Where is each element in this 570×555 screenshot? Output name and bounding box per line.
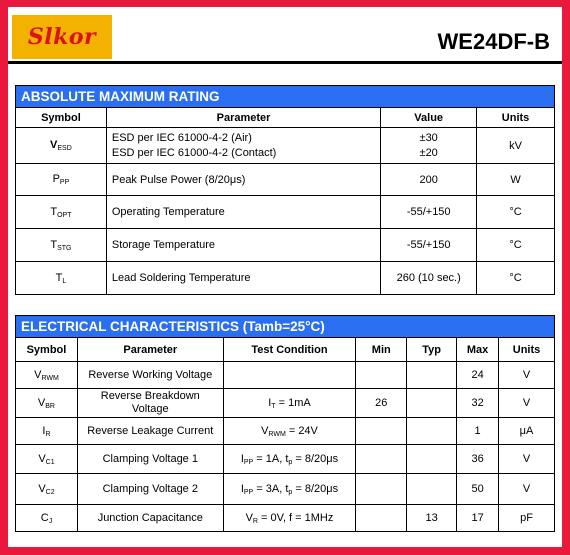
symbol-main: P [52, 173, 60, 185]
parameter-cell: Operating Temperature [106, 196, 380, 229]
parameter-cell: Junction Capacitance [77, 505, 223, 532]
column-header: Units [499, 338, 555, 362]
column-header: Value [381, 108, 477, 128]
units-cell: μA [499, 418, 555, 445]
max-cell: 50 [457, 474, 499, 505]
typ-cell [407, 418, 457, 445]
units-cell: °C [477, 196, 555, 229]
symbol-subscript: J [48, 517, 53, 525]
parameter-cell: Lead Soldering Temperature [106, 262, 380, 295]
units-cell: W [477, 164, 555, 196]
min-cell: 26 [356, 389, 407, 418]
symbol-subscript: RWM [41, 374, 59, 382]
value-cell: 260 (10 sec.) [381, 262, 477, 295]
units-cell: °C [477, 229, 555, 262]
abs-max-header-row [16, 108, 555, 128]
column-header: Symbol [16, 108, 107, 128]
symbol-main: T [55, 271, 63, 284]
symbol-main: C [40, 511, 49, 524]
typ-cell [407, 362, 457, 389]
max-cell: 36 [457, 445, 499, 474]
value-line: ±20 [419, 146, 438, 159]
parameter-cell: Storage Temperature [106, 229, 380, 262]
table-row [16, 229, 555, 262]
table-row [16, 362, 555, 389]
parameter-cell: Clamping Voltage 1 [77, 445, 223, 474]
logo-text: Slkor [27, 24, 97, 50]
datasheet-page [8, 7, 562, 547]
symbol-cell [16, 389, 78, 418]
parameter-cell: Reverse Breakdown Voltage [77, 389, 223, 418]
parameter-line: ESD per IEC 61000-4-2 (Air) [111, 131, 252, 144]
elec-header-row [16, 338, 555, 362]
symbol-cell [16, 196, 107, 229]
table-row [16, 474, 555, 505]
symbol-cell [16, 229, 107, 262]
part-number: WE24DF-B [437, 29, 550, 54]
column-header: Max [457, 338, 499, 362]
condition-subscript: R [252, 517, 258, 525]
table-row [16, 445, 555, 474]
abs-max-title: ABSOLUTE MAXIMUM RATING [15, 85, 555, 107]
max-cell: 24 [457, 362, 499, 389]
units-cell: °C [477, 262, 555, 295]
test-condition-cell: $V_{RWM} = 24V$ [223, 418, 356, 445]
elec-body [16, 362, 555, 532]
symbol-cell [16, 445, 78, 474]
symbol-subscript: R [45, 430, 51, 438]
symbol-main: V [34, 368, 42, 381]
value-cell: 200 [381, 164, 477, 196]
electrical-section [15, 315, 555, 532]
units-cell: V [499, 389, 555, 418]
symbol-subscript: PP [59, 179, 70, 186]
test-condition-cell: $V_R = 0V$, f = 1MHz [223, 505, 356, 532]
symbol-cell [16, 164, 107, 196]
parameter-cell: Reverse Leakage Current [77, 418, 223, 445]
symbol-cell [16, 474, 78, 505]
min-cell [356, 418, 407, 445]
parameter-cell [106, 128, 380, 164]
symbol-cell [16, 362, 78, 389]
units-cell: V [499, 445, 555, 474]
condition-subscript: p [288, 488, 293, 496]
test-condition-cell: $I_T = 1mA$ [223, 389, 356, 418]
units-cell: V [499, 474, 555, 505]
symbol-main: I [42, 424, 46, 437]
units-cell: V [499, 362, 555, 389]
test-condition-cell: $I_{PP} = 3A$, $t_p = 8/20\mu s$ [223, 474, 356, 505]
symbol-subscript: C1 [45, 458, 55, 466]
typ-cell [407, 445, 457, 474]
symbol-subscript: L [62, 277, 67, 285]
symbol-cell [16, 418, 78, 445]
parameter-cell: Reverse Working Voltage [77, 362, 223, 389]
value-cell: -55/+150 [381, 196, 477, 229]
value-cell [381, 128, 477, 164]
absolute-max-section [15, 85, 555, 295]
abs-max-table [15, 107, 555, 295]
symbol-cell [16, 505, 78, 532]
column-header: Symbol [16, 338, 78, 362]
max-cell: 1 [457, 418, 499, 445]
column-header: Test Condition [223, 338, 356, 362]
units-cell: pF [499, 505, 555, 532]
min-cell [356, 474, 407, 505]
typ-cell: 13 [407, 505, 457, 532]
table-row [16, 262, 555, 295]
symbol-cell [16, 262, 107, 295]
condition-subscript: p [288, 458, 293, 466]
elec-title: ELECTRICAL CHARACTERISTICS (Tamb=25°C) [15, 315, 555, 337]
symbol-subscript: BR [45, 402, 55, 410]
symbol-main: V [37, 396, 46, 409]
table-row [16, 196, 555, 229]
elec-table [15, 337, 555, 532]
table-row [16, 164, 555, 196]
min-cell [356, 362, 407, 389]
symbol-main: V [50, 139, 58, 151]
symbol-main: V [38, 482, 46, 495]
parameter-cell: Peak Pulse Power (8/20μs) [106, 164, 380, 196]
table-row [16, 505, 555, 532]
symbol-main: V [38, 452, 46, 465]
condition-subscript: RWM [268, 430, 286, 438]
test-condition-cell [223, 362, 356, 389]
min-cell [356, 505, 407, 532]
symbol-main: T [50, 238, 58, 251]
typ-cell [407, 474, 457, 505]
column-header: Typ [407, 338, 457, 362]
column-header: Units [477, 108, 555, 128]
symbol-cell [16, 128, 107, 164]
symbol-subscript: STG [57, 244, 72, 252]
value-line: ±30 [419, 131, 438, 144]
max-cell: 17 [457, 505, 499, 532]
column-header: Parameter [77, 338, 223, 362]
min-cell [356, 445, 407, 474]
value-cell: -55/+150 [381, 229, 477, 262]
max-cell: 32 [457, 389, 499, 418]
table-row [16, 418, 555, 445]
symbol-subscript: ESD [57, 145, 72, 152]
symbol-main: T [50, 205, 58, 218]
table-row [16, 128, 555, 164]
symbol-subscript: C2 [45, 488, 55, 496]
header-divider [8, 61, 562, 64]
condition-subscript: PP [243, 488, 254, 496]
typ-cell [407, 389, 457, 418]
header [8, 7, 562, 65]
condition-subscript: PP [243, 458, 254, 466]
column-header: Min [356, 338, 407, 362]
abs-max-body [16, 128, 555, 295]
test-condition-cell: $I_{PP} = 1A$, $t_p = 8/20\mu s$ [223, 445, 356, 474]
parameter-line: ESD per IEC 61000-4-2 (Contact) [111, 146, 277, 159]
column-header: Parameter [106, 108, 380, 128]
brand-logo [12, 15, 112, 59]
units-cell: kV [477, 128, 555, 164]
symbol-subscript: OPT [57, 211, 72, 219]
parameter-cell: Clamping Voltage 2 [77, 474, 223, 505]
table-row [16, 389, 555, 418]
condition-subscript: T [271, 402, 276, 410]
